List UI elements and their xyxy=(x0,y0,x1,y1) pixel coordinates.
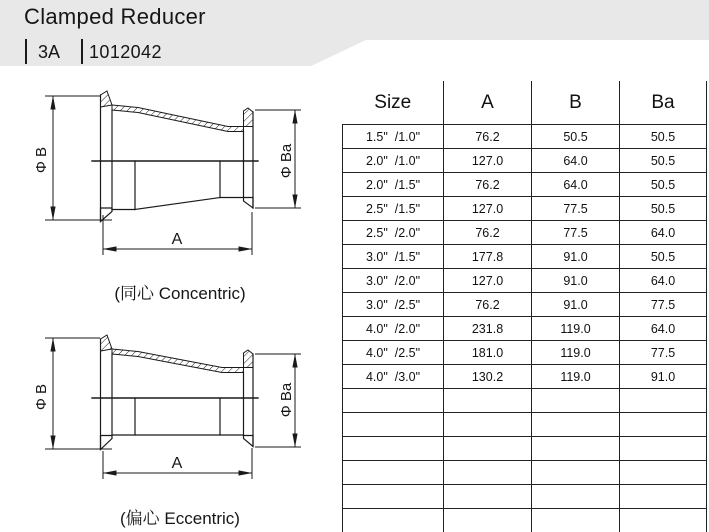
table-cell-empty xyxy=(620,509,707,532)
table-cell-empty xyxy=(532,413,620,437)
table-cell-empty xyxy=(343,437,444,461)
table-cell: 3.0" /2.5" xyxy=(343,293,444,317)
table-cell: 4.0" /2.0" xyxy=(343,317,444,341)
standard-code: 3A xyxy=(38,42,61,62)
dim-label-phi-b: Φ B xyxy=(33,146,50,174)
table-cell: 76.2 xyxy=(444,293,532,317)
dim-label-phi-b: Φ B xyxy=(33,383,50,411)
table-cell: 4.0" /2.5" xyxy=(343,341,444,365)
table-cell: 2.5" /2.0" xyxy=(343,221,444,245)
table-cell-empty xyxy=(532,437,620,461)
eccentric-reducer-drawing xyxy=(0,310,340,532)
table-cell-empty xyxy=(532,485,620,509)
table-row-empty xyxy=(343,461,707,485)
table-cell: 76.2 xyxy=(444,173,532,197)
table-cell: 50.5 xyxy=(620,173,707,197)
table-cell-empty xyxy=(532,389,620,413)
dim-label-a: A xyxy=(171,231,183,248)
col-header-b: B xyxy=(532,81,620,125)
table-cell: 77.5 xyxy=(532,197,620,221)
table-row xyxy=(343,293,707,317)
table-cell: 177.8 xyxy=(444,245,532,269)
table-row xyxy=(343,197,707,221)
table-header-row xyxy=(343,81,707,125)
table-row xyxy=(343,221,707,245)
table-row xyxy=(343,125,707,149)
table-row-empty xyxy=(343,437,707,461)
table-cell: 127.0 xyxy=(444,269,532,293)
dim-label-phi-ba: Φ Ba xyxy=(278,143,295,179)
table-cell: 2.0" /1.5" xyxy=(343,173,444,197)
table-cell-empty xyxy=(532,509,620,532)
table-cell: 50.5 xyxy=(620,125,707,149)
table-cell: 127.0 xyxy=(444,197,532,221)
table-cell-empty xyxy=(532,461,620,485)
table-cell-empty xyxy=(620,413,707,437)
table-row-empty xyxy=(343,413,707,437)
table-cell-empty xyxy=(620,389,707,413)
table-row xyxy=(343,341,707,365)
table-cell: 119.0 xyxy=(532,365,620,389)
reducer-body-outline xyxy=(92,95,258,222)
table-cell: 2.5" /1.5" xyxy=(343,197,444,221)
table-cell-empty xyxy=(343,389,444,413)
concentric-reducer-drawing xyxy=(0,75,340,310)
table-cell-empty xyxy=(343,413,444,437)
divider-bar xyxy=(81,39,83,64)
spec-table-body xyxy=(343,125,707,532)
table-row xyxy=(343,173,707,197)
dim-label-phi-ba: Φ Ba xyxy=(278,382,295,418)
part-number: 1012042 xyxy=(89,42,162,62)
reducer-body-outline xyxy=(92,339,258,450)
table-cell: 64.0 xyxy=(620,269,707,293)
table-cell: 91.0 xyxy=(532,293,620,317)
table-cell: 91.0 xyxy=(532,245,620,269)
table-cell: 4.0" /3.0" xyxy=(343,365,444,389)
table-cell: 64.0 xyxy=(620,221,707,245)
page-title: Clamped Reducer xyxy=(24,4,206,29)
table-cell: 91.0 xyxy=(620,365,707,389)
hatched-wall-section xyxy=(101,335,254,373)
divider-bar xyxy=(25,39,27,64)
table-cell: 64.0 xyxy=(532,149,620,173)
table-cell-empty xyxy=(343,461,444,485)
table-row xyxy=(343,245,707,269)
table-cell: 77.5 xyxy=(620,293,707,317)
table-cell-empty xyxy=(444,485,532,509)
table-cell: 64.0 xyxy=(620,317,707,341)
table-cell-empty xyxy=(343,485,444,509)
table-cell: 181.0 xyxy=(444,341,532,365)
table-cell-empty xyxy=(444,437,532,461)
table-cell-empty xyxy=(444,389,532,413)
table-cell-empty xyxy=(444,461,532,485)
table-cell: 76.2 xyxy=(444,221,532,245)
table-cell: 3.0" /1.5" xyxy=(343,245,444,269)
table-cell: 130.2 xyxy=(444,365,532,389)
table-cell: 91.0 xyxy=(532,269,620,293)
table-cell: 50.5 xyxy=(620,245,707,269)
table-cell: 119.0 xyxy=(532,317,620,341)
table-cell: 77.5 xyxy=(620,341,707,365)
table-row-empty xyxy=(343,485,707,509)
col-header-ba: Ba xyxy=(620,81,707,125)
table-row xyxy=(343,269,707,293)
table-cell: 3.0" /2.0" xyxy=(343,269,444,293)
col-header-a: A xyxy=(444,81,532,125)
table-cell: 64.0 xyxy=(532,173,620,197)
table-cell: 1.5" /1.0" xyxy=(343,125,444,149)
table-row xyxy=(343,365,707,389)
table-cell-empty xyxy=(444,509,532,532)
table-cell: 231.8 xyxy=(444,317,532,341)
table-cell: 76.2 xyxy=(444,125,532,149)
table-cell: 2.0" /1.0" xyxy=(343,149,444,173)
dim-label-a: A xyxy=(171,455,183,472)
table-cell-empty xyxy=(620,461,707,485)
col-header-size: Size xyxy=(343,81,444,125)
table-cell-empty xyxy=(620,437,707,461)
table-row xyxy=(343,149,707,173)
table-cell: 50.5 xyxy=(620,149,707,173)
table-cell: 50.5 xyxy=(620,197,707,221)
hatched-wall-section xyxy=(101,91,254,132)
table-cell: 127.0 xyxy=(444,149,532,173)
table-cell: 77.5 xyxy=(532,221,620,245)
eccentric-caption: (偏心 Eccentric) xyxy=(120,509,240,528)
table-cell-empty xyxy=(620,485,707,509)
table-cell-empty xyxy=(343,509,444,532)
table-cell: 119.0 xyxy=(532,341,620,365)
spec-table xyxy=(342,81,707,532)
table-cell-empty xyxy=(444,413,532,437)
table-cell: 50.5 xyxy=(532,125,620,149)
concentric-caption: (同心 Concentric) xyxy=(114,284,246,303)
table-row-empty xyxy=(343,389,707,413)
table-row-empty xyxy=(343,509,707,532)
table-row xyxy=(343,317,707,341)
